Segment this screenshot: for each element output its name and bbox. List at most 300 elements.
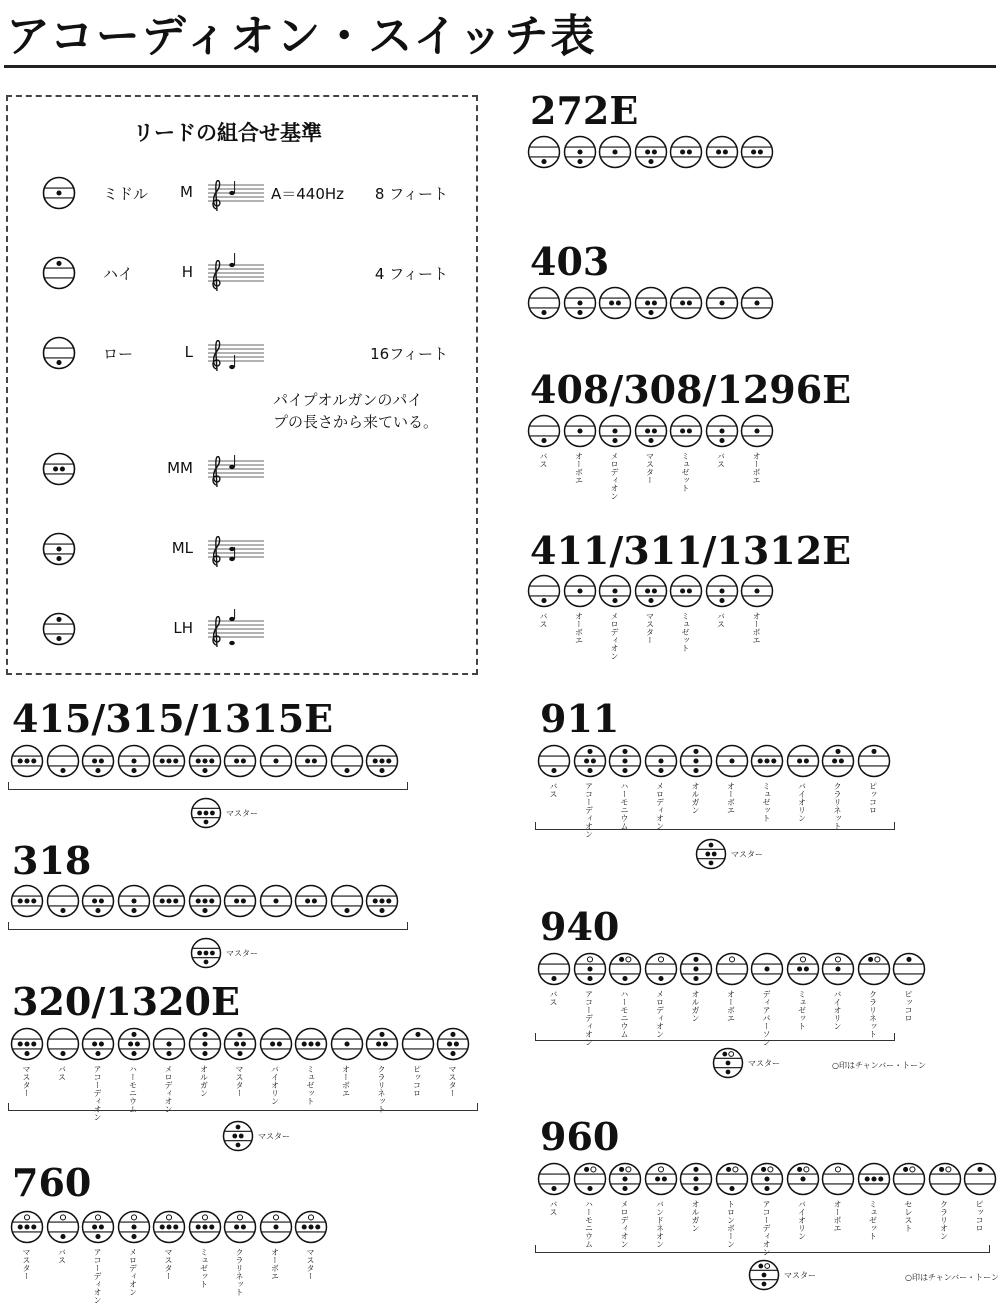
- register-symbol-icon: [152, 1027, 186, 1061]
- register-switch[interactable]: [750, 1162, 784, 1256]
- register-switch-label: メロディオン: [610, 452, 619, 500]
- register-symbol-icon: [117, 884, 151, 918]
- register-switch[interactable]: [46, 1210, 80, 1264]
- switch-group-bracket: [535, 1033, 895, 1041]
- master-switch[interactable]: [695, 838, 763, 874]
- register-switch[interactable]: [715, 744, 749, 814]
- register-switch[interactable]: [598, 135, 632, 169]
- register-switch-label: バス: [539, 452, 548, 468]
- register-switch-label: クラリネット: [868, 990, 878, 1038]
- register-switch[interactable]: [679, 1162, 713, 1232]
- register-symbol-icon: [42, 532, 76, 570]
- register-switch[interactable]: [188, 884, 222, 918]
- register-switch[interactable]: [740, 286, 774, 320]
- register-symbol-icon: [223, 884, 257, 918]
- register-switch[interactable]: [117, 1027, 151, 1113]
- register-switch-label: バス: [549, 990, 558, 1006]
- register-switch[interactable]: [188, 744, 222, 778]
- register-switch-label: セレスト: [904, 1200, 913, 1232]
- register-switch-label: バス: [57, 1248, 67, 1264]
- register-symbol-icon: [634, 414, 668, 448]
- legend-heading: リードの組合せ基準: [133, 121, 322, 145]
- register-switch[interactable]: [223, 884, 257, 918]
- model-number: 911: [540, 696, 620, 741]
- master-switch[interactable]: [712, 1047, 780, 1083]
- register-switch[interactable]: [259, 1027, 293, 1105]
- register-symbol-icon: [294, 744, 328, 778]
- register-switch-label: マスター: [448, 1065, 457, 1097]
- register-switch-label: ミュゼット: [762, 782, 771, 822]
- legend-reed-name: ハイ: [103, 265, 134, 283]
- model-number: 411/311/1312E: [530, 528, 852, 573]
- register-switch-label: ミュゼット: [306, 1065, 315, 1105]
- register-switch-label: オーボエ: [752, 452, 761, 484]
- register-switch-label: クラリネット: [235, 1248, 244, 1296]
- register-symbol-icon: [365, 884, 399, 918]
- register-switch-label: オルガン: [691, 990, 700, 1022]
- legend-reed-abbr: H: [181, 263, 193, 281]
- register-symbol-icon: [634, 135, 668, 169]
- register-symbol-icon: [644, 1162, 678, 1196]
- register-switch[interactable]: [117, 884, 151, 918]
- register-switch[interactable]: [740, 135, 774, 169]
- register-switch-label: バス: [539, 612, 548, 628]
- register-symbol-icon: [537, 1162, 571, 1196]
- register-switch[interactable]: [857, 1162, 891, 1240]
- register-switch[interactable]: [573, 744, 607, 838]
- register-symbol-icon: [81, 1210, 115, 1244]
- register-symbol-icon: [786, 744, 820, 778]
- register-symbol-icon: [750, 744, 784, 778]
- register-symbol-icon: [892, 952, 926, 986]
- register-switch-label: マスター: [22, 1065, 31, 1097]
- register-switch[interactable]: [81, 1210, 115, 1304]
- register-symbol-icon: [634, 286, 668, 320]
- register-symbol-icon: [669, 574, 703, 608]
- register-switch[interactable]: [608, 1162, 642, 1248]
- register-symbol-icon: [821, 1162, 855, 1196]
- register-switch[interactable]: [537, 1162, 571, 1216]
- register-switch[interactable]: [81, 884, 115, 918]
- register-symbol-icon: [188, 1027, 222, 1061]
- register-symbol-icon: [188, 744, 222, 778]
- register-switch[interactable]: [188, 1027, 222, 1097]
- register-switch[interactable]: [259, 884, 293, 918]
- register-switch-label: オルガン: [199, 1065, 209, 1097]
- register-symbol-icon: [46, 744, 80, 778]
- register-switch[interactable]: [715, 952, 749, 1022]
- master-switch[interactable]: [190, 937, 258, 973]
- legend-row: [8, 333, 478, 373]
- register-symbol-icon: [598, 574, 632, 608]
- register-switch[interactable]: [223, 1027, 257, 1097]
- register-switch[interactable]: [705, 414, 739, 468]
- register-switch[interactable]: [679, 952, 713, 1022]
- register-symbol-icon: [527, 135, 561, 169]
- register-switch[interactable]: [365, 1027, 399, 1113]
- register-switch-label: マスター: [164, 1248, 173, 1280]
- register-switch-label: オーボエ: [833, 1200, 842, 1232]
- register-switch-label: ディアパーソン: [762, 990, 771, 1046]
- register-switch[interactable]: [563, 574, 597, 644]
- register-symbol-icon: [669, 286, 703, 320]
- register-switch[interactable]: [634, 135, 668, 169]
- register-switch[interactable]: [669, 286, 703, 320]
- register-switch-label: ミュゼット: [868, 1200, 878, 1240]
- register-symbol-icon: [527, 286, 561, 320]
- master-switch-label: マスター: [226, 809, 258, 818]
- register-switch-label: ミュゼット: [199, 1248, 209, 1288]
- register-symbol-icon: [715, 1162, 749, 1196]
- register-switch-label: オーボエ: [752, 612, 761, 644]
- master-switch[interactable]: [748, 1259, 816, 1295]
- register-switch-label: クラリオン: [939, 1200, 949, 1240]
- register-switch[interactable]: [669, 414, 703, 492]
- register-symbol-icon: [669, 135, 703, 169]
- register-symbol-icon: [608, 952, 642, 986]
- legend-reed-feet: 16フィート: [370, 345, 448, 363]
- register-switch-label: オーボエ: [574, 452, 584, 484]
- register-switch[interactable]: [527, 414, 561, 468]
- register-symbol-icon: [715, 952, 749, 986]
- register-symbol-icon: [821, 952, 855, 986]
- legend-note-line2: プの長さから来ている。: [273, 413, 439, 431]
- register-symbol-icon: [695, 855, 727, 874]
- register-switch-label: バンドネオン: [655, 1200, 665, 1248]
- register-symbol-icon: [750, 952, 784, 986]
- register-switch-label: オーボエ: [270, 1248, 280, 1280]
- register-switch[interactable]: [294, 1027, 328, 1105]
- register-switch[interactable]: [608, 744, 642, 830]
- chamber-tone-note: ○印はチャンバー・トーン: [832, 1061, 927, 1070]
- register-symbol-icon: [81, 1027, 115, 1061]
- register-switch-label: マスター: [306, 1248, 315, 1280]
- register-switch[interactable]: [821, 744, 855, 830]
- register-switch[interactable]: [573, 952, 607, 1046]
- register-switch[interactable]: [46, 884, 80, 918]
- register-symbol-icon: [573, 744, 607, 778]
- master-switch-label: マスター: [731, 850, 763, 859]
- register-switch-label: オルガン: [691, 782, 700, 814]
- register-switch[interactable]: [740, 574, 774, 644]
- register-switch[interactable]: [705, 286, 739, 320]
- register-switch-label: マスター: [235, 1065, 244, 1097]
- register-symbol-icon: [152, 884, 186, 918]
- model-number: 408/308/1296E: [530, 367, 852, 412]
- register-switch-label: アコーディオン: [93, 1065, 102, 1121]
- switch-group-bracket: [535, 822, 895, 830]
- register-switch-label: ミュゼット: [681, 452, 690, 492]
- register-switch[interactable]: [598, 414, 632, 500]
- register-switch[interactable]: [330, 744, 364, 778]
- register-switch[interactable]: [46, 1027, 80, 1081]
- register-switch[interactable]: [223, 1210, 257, 1296]
- register-switch[interactable]: [679, 744, 713, 814]
- register-switch[interactable]: [740, 414, 774, 484]
- register-symbol-icon: [401, 1027, 435, 1061]
- register-symbol-icon: [563, 414, 597, 448]
- legend-row: [8, 609, 478, 649]
- model-number: 760: [12, 1160, 92, 1205]
- register-switch[interactable]: [436, 1027, 470, 1097]
- register-symbol-icon: [963, 1162, 997, 1196]
- register-switch[interactable]: [608, 952, 642, 1038]
- register-symbol-icon: [644, 744, 678, 778]
- master-switch[interactable]: [222, 1120, 290, 1156]
- register-switch[interactable]: [634, 414, 668, 484]
- register-switch[interactable]: [46, 744, 80, 778]
- register-symbol-icon: [365, 744, 399, 778]
- register-symbol-icon: [223, 744, 257, 778]
- register-symbol-icon: [608, 1162, 642, 1196]
- register-switch[interactable]: [152, 1210, 186, 1280]
- register-switch[interactable]: [892, 952, 926, 1022]
- register-switch[interactable]: [644, 1162, 678, 1248]
- register-switch[interactable]: [705, 135, 739, 169]
- register-switch[interactable]: [563, 414, 597, 484]
- register-switch[interactable]: [10, 744, 44, 778]
- register-symbol-icon: [598, 135, 632, 169]
- register-switch[interactable]: [786, 952, 820, 1030]
- register-switch-label: オーボエ: [726, 782, 736, 814]
- register-switch[interactable]: [117, 744, 151, 778]
- register-switch[interactable]: [527, 286, 561, 320]
- register-symbol-icon: [46, 1027, 80, 1061]
- register-symbol-icon: [892, 1162, 926, 1196]
- register-switch[interactable]: [786, 1162, 820, 1240]
- register-symbol-icon: [10, 1027, 44, 1061]
- register-symbol-icon: [294, 1210, 328, 1244]
- register-symbol-icon: [10, 744, 44, 778]
- register-symbol-icon: [190, 814, 222, 833]
- chamber-tone-note: ○印はチャンバー・トーン: [905, 1273, 1000, 1282]
- switch-group-bracket: [535, 1245, 990, 1253]
- legend-reed-feet: 4 フィート: [374, 265, 448, 283]
- register-symbol-icon: [46, 884, 80, 918]
- register-symbol-icon: [42, 176, 76, 214]
- register-switch[interactable]: [365, 744, 399, 778]
- register-switch[interactable]: [152, 744, 186, 778]
- register-switch[interactable]: [669, 574, 703, 652]
- register-switch-label: バイオリン: [270, 1065, 280, 1105]
- register-symbol-icon: [750, 1162, 784, 1196]
- register-symbol-icon: [10, 1210, 44, 1244]
- register-symbol-icon: [634, 574, 668, 608]
- register-symbol-icon: [259, 884, 293, 918]
- register-switch-label: バス: [549, 1200, 558, 1216]
- register-switch[interactable]: [644, 952, 678, 1038]
- register-switch-label: バス: [716, 452, 726, 468]
- register-symbol-icon: [527, 414, 561, 448]
- register-symbol-icon: [740, 286, 774, 320]
- register-switch-label: マスター: [22, 1248, 31, 1280]
- register-switch[interactable]: [634, 286, 668, 320]
- register-switch[interactable]: [117, 1210, 151, 1296]
- register-switch-label: バス: [716, 612, 726, 628]
- model-number: 320/1320E: [12, 979, 240, 1024]
- register-symbol-icon: [223, 1210, 257, 1244]
- legend-reed-feet: 8 フィート: [374, 185, 448, 203]
- register-switch-label: メロディオン: [655, 990, 665, 1038]
- register-symbol-icon: [598, 414, 632, 448]
- master-switch-label: マスター: [784, 1271, 816, 1280]
- register-switch[interactable]: [294, 1210, 328, 1280]
- register-switch[interactable]: [669, 135, 703, 169]
- register-switch[interactable]: [152, 1027, 186, 1113]
- register-switch[interactable]: [892, 1162, 926, 1232]
- register-switch-label: アコーディオン: [584, 782, 594, 838]
- register-switch-label: ピッコロ: [412, 1065, 422, 1097]
- register-symbol-icon: [748, 1276, 780, 1295]
- register-switch[interactable]: [537, 952, 571, 1006]
- register-switch[interactable]: [537, 744, 571, 798]
- register-symbol-icon: [740, 135, 774, 169]
- register-switch[interactable]: [963, 1162, 997, 1232]
- register-symbol-icon: [152, 1210, 186, 1244]
- register-switch[interactable]: [573, 1162, 607, 1248]
- register-switch[interactable]: [527, 135, 561, 169]
- register-symbol-icon: [821, 744, 855, 778]
- register-switch-label: オーボエ: [341, 1065, 351, 1097]
- register-symbol-icon: [190, 954, 222, 973]
- register-switch[interactable]: [10, 1210, 44, 1280]
- switch-group-bracket: [8, 782, 408, 790]
- register-symbol-icon: [705, 414, 739, 448]
- register-switch[interactable]: [188, 1210, 222, 1288]
- register-switch-label: アコーディオン: [762, 1200, 771, 1256]
- staff-notation-icon: [206, 173, 266, 217]
- register-switch[interactable]: [563, 286, 597, 320]
- model-number: 940: [540, 904, 620, 949]
- register-switch[interactable]: [821, 952, 855, 1030]
- page-title: アコーディオン・スイッチ表: [6, 11, 597, 62]
- register-switch-label: メロディオン: [164, 1065, 173, 1113]
- register-switch[interactable]: [330, 1027, 364, 1097]
- register-switch-label: クラリネット: [377, 1065, 386, 1113]
- staff-notation-icon: [206, 609, 266, 653]
- master-switch-label: マスター: [226, 949, 258, 958]
- register-symbol-icon: [573, 952, 607, 986]
- master-switch[interactable]: [190, 797, 258, 833]
- reed-legend-box: [6, 95, 478, 675]
- title-rule: [4, 65, 996, 68]
- switch-group-bracket: [8, 1103, 478, 1111]
- register-symbol-icon: [669, 414, 703, 448]
- register-symbol-icon: [365, 1027, 399, 1061]
- register-switch[interactable]: [563, 135, 597, 169]
- register-symbol-icon: [608, 744, 642, 778]
- register-switch-label: メロディオン: [655, 782, 665, 830]
- register-symbol-icon: [188, 1210, 222, 1244]
- register-switch[interactable]: [330, 884, 364, 918]
- register-switch[interactable]: [715, 1162, 749, 1248]
- register-switch-label: バイオリン: [797, 1200, 807, 1240]
- register-switch[interactable]: [365, 884, 399, 918]
- register-switch[interactable]: [223, 744, 257, 778]
- register-switch[interactable]: [259, 744, 293, 778]
- register-switch-label: ピッコロ: [904, 990, 913, 1022]
- register-switch[interactable]: [10, 1027, 44, 1097]
- register-switch-label: メロディオン: [610, 612, 619, 660]
- register-symbol-icon: [644, 952, 678, 986]
- register-switch[interactable]: [857, 744, 891, 814]
- model-number: 415/315/1315E: [12, 696, 334, 741]
- register-switch-label: ミュゼット: [681, 612, 690, 652]
- register-switch[interactable]: [705, 574, 739, 628]
- legend-reed-abbr: L: [184, 343, 193, 361]
- register-switch[interactable]: [928, 1162, 962, 1240]
- register-symbol-icon: [117, 1027, 151, 1061]
- register-symbol-icon: [679, 952, 713, 986]
- register-symbol-icon: [598, 286, 632, 320]
- register-switch[interactable]: [81, 1027, 115, 1121]
- register-switch[interactable]: [152, 884, 186, 918]
- register-switch[interactable]: [294, 884, 328, 918]
- register-switch[interactable]: [750, 744, 784, 822]
- legend-reed-abbr: MM: [167, 459, 193, 477]
- register-symbol-icon: [563, 574, 597, 608]
- register-switch[interactable]: [634, 574, 668, 644]
- register-switch-label: バス: [57, 1065, 67, 1081]
- register-symbol-icon: [740, 574, 774, 608]
- legend-row: [8, 173, 478, 213]
- register-switch[interactable]: [857, 952, 891, 1038]
- model-number: 272E: [530, 88, 639, 133]
- register-switch[interactable]: [786, 744, 820, 822]
- register-switch-label: ピッコロ: [975, 1200, 984, 1232]
- legend-row: [8, 529, 478, 569]
- register-symbol-icon: [705, 135, 739, 169]
- register-symbol-icon: [527, 574, 561, 608]
- register-switch[interactable]: [294, 744, 328, 778]
- register-symbol-icon: [786, 952, 820, 986]
- register-switch[interactable]: [81, 744, 115, 778]
- register-symbol-icon: [294, 884, 328, 918]
- staff-notation-icon: [206, 253, 266, 297]
- register-switch[interactable]: [527, 574, 561, 628]
- register-symbol-icon: [10, 884, 44, 918]
- staff-notation-icon: [206, 529, 266, 573]
- register-switch[interactable]: [644, 744, 678, 830]
- register-symbol-icon: [330, 1027, 364, 1061]
- register-switch[interactable]: [259, 1210, 293, 1280]
- register-symbol-icon: [857, 952, 891, 986]
- register-symbol-icon: [679, 1162, 713, 1196]
- register-switch[interactable]: [821, 1162, 855, 1232]
- register-switch-label: トロンボーン: [726, 1200, 736, 1248]
- register-switch-label: ミュゼット: [797, 990, 807, 1030]
- register-symbol-icon: [330, 744, 364, 778]
- register-symbol-icon: [42, 612, 76, 650]
- register-switch-label: クラリネット: [833, 782, 842, 830]
- register-switch-label: ハーモニウム: [620, 990, 629, 1038]
- register-switch[interactable]: [10, 884, 44, 918]
- legend-reed-abbr: LH: [173, 619, 193, 637]
- master-switch-label: マスター: [748, 1059, 780, 1068]
- legend-row: [8, 449, 478, 489]
- legend-reed-pitch: A＝440Hz: [271, 185, 345, 203]
- model-number: 403: [530, 239, 610, 284]
- register-switch[interactable]: [750, 952, 784, 1046]
- register-symbol-icon: [786, 1162, 820, 1196]
- register-switch[interactable]: [598, 286, 632, 320]
- register-switch[interactable]: [598, 574, 632, 660]
- register-symbol-icon: [705, 286, 739, 320]
- legend-reed-name: ミドル: [103, 185, 149, 203]
- register-symbol-icon: [152, 744, 186, 778]
- register-switch[interactable]: [401, 1027, 435, 1097]
- register-symbol-icon: [715, 744, 749, 778]
